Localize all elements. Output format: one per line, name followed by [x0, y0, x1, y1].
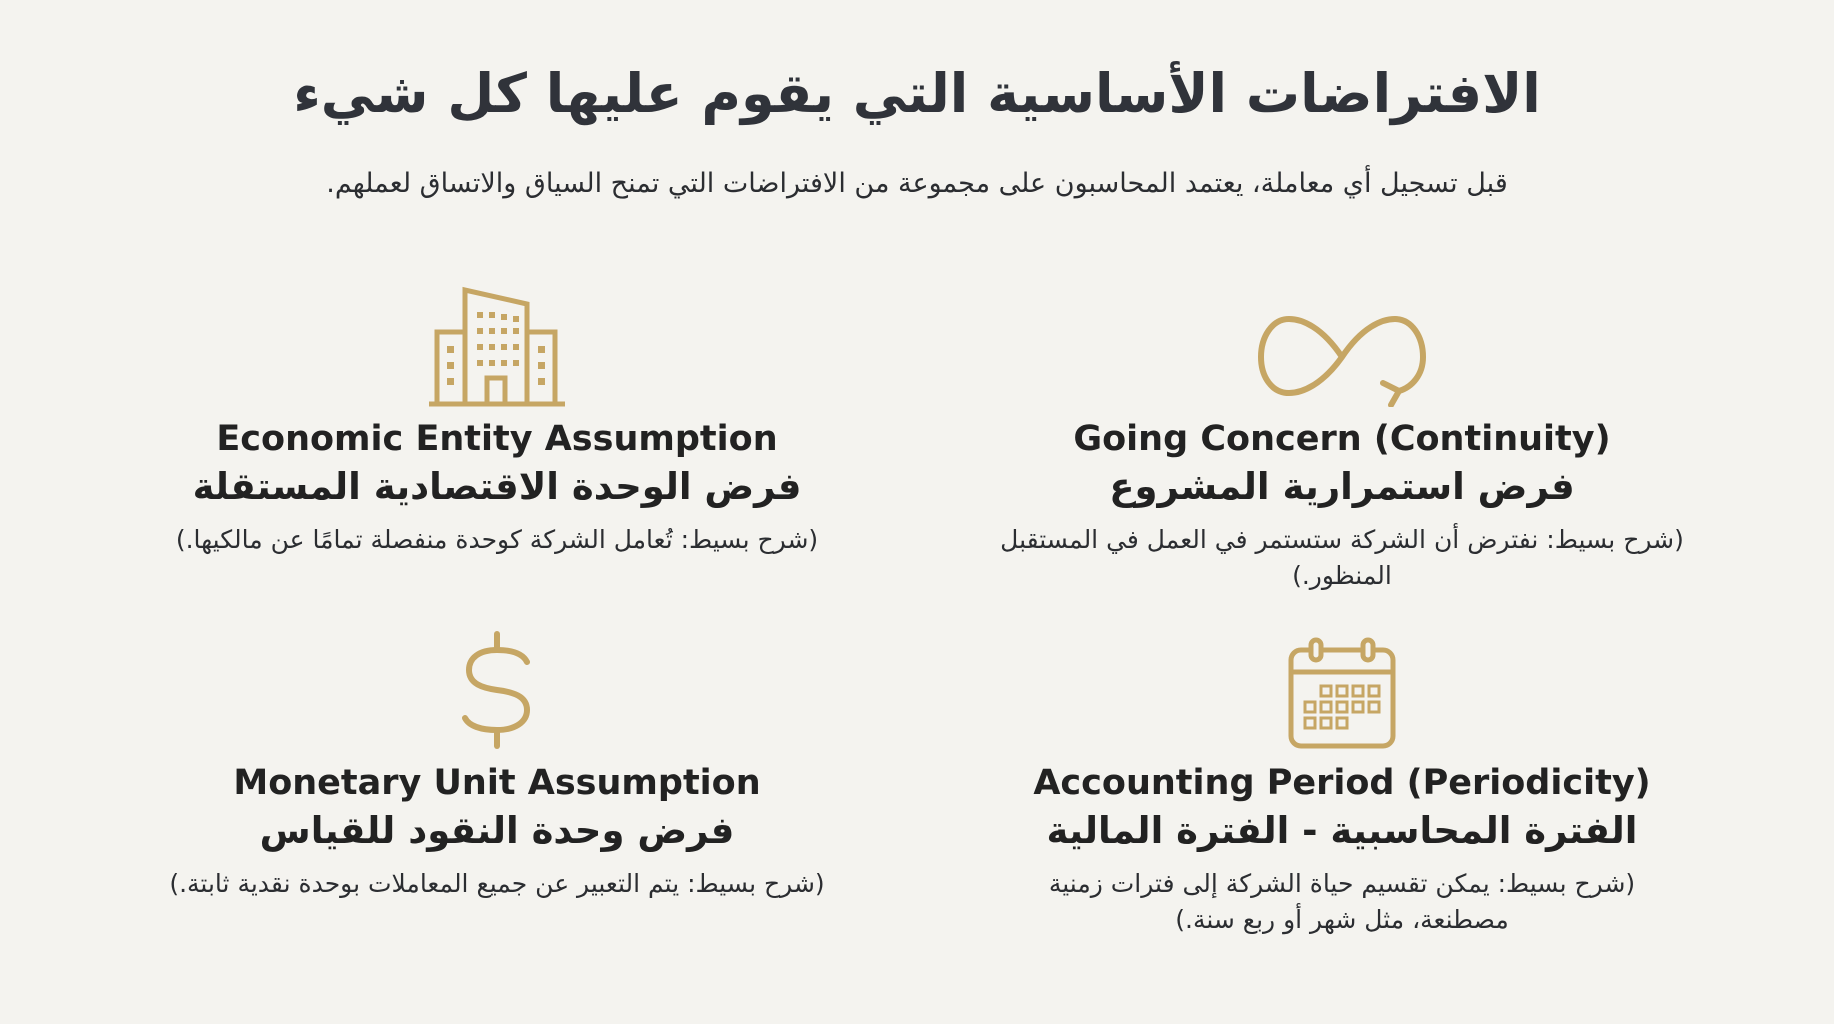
page-title: الافتراضات الأساسية التي يقوم عليها كل شيء	[293, 62, 1541, 125]
card-economic-entity	[117, 282, 877, 558]
card-title-ar: فرض الوحدة الاقتصادية المستقلة	[192, 465, 802, 508]
card-going-concern	[962, 282, 1722, 594]
card-description: (شرح بسيط: نفترض أن الشركة ستستمر في العمل في المستقبل المنظور.)	[1000, 525, 1684, 590]
infinity-icon	[962, 282, 1722, 407]
card-title-ar: فرض وحدة النقود للقياس	[259, 809, 735, 852]
card-title-en: Going Concern (Continuity)	[1073, 419, 1611, 459]
card-title-ar: فرض استمرارية المشروع	[1109, 465, 1575, 508]
card-description: (شرح بسيط: يمكن تقسيم حياة الشركة إلى فترات زمنية مصطنعة، مثل شهر أو ربع سنة.)	[1048, 869, 1636, 934]
building-icon	[117, 282, 877, 407]
card-title-en: Accounting Period (Periodicity)	[1033, 763, 1651, 803]
card-title-ar: الفترة المحاسبية - الفترة المالية	[1046, 809, 1638, 852]
card-description: (شرح بسيط: يتم التعبير عن جميع المعاملات بوحدة نقدية ثابتة.)	[169, 869, 825, 898]
card-description: (شرح بسيط: تُعامل الشركة كوحدة منفصلة تمامًا عن مالكيها.)	[175, 525, 819, 554]
calendar-icon	[962, 626, 1722, 751]
card-monetary-unit	[117, 626, 877, 902]
card-accounting-period	[962, 626, 1722, 938]
card-title-en: Economic Entity Assumption	[216, 419, 778, 459]
dollar-icon	[117, 626, 877, 751]
card-title-en: Monetary Unit Assumption	[233, 763, 761, 803]
page-subtitle: قبل تسجيل أي معاملة، يعتمد المحاسبون على مجموعة من الافتراضات التي تمنح السياق والاتساق لعملهم.	[326, 168, 1508, 199]
